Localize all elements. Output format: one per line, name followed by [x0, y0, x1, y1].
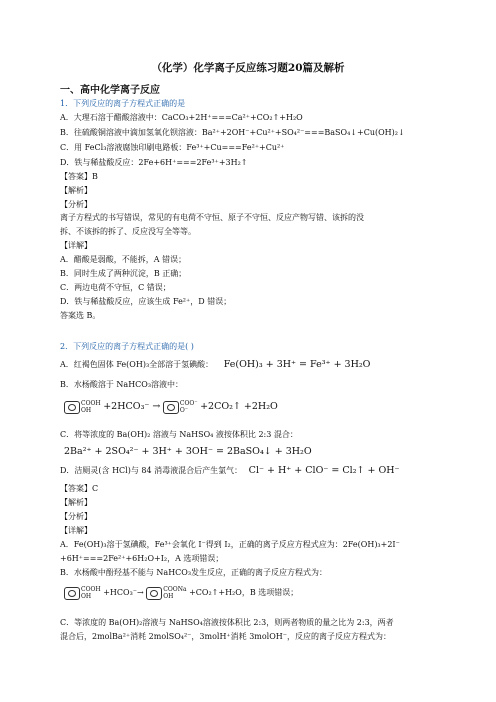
q2-detail-c-line2: 混合后，2molBa²⁺消耗 2molSO₄²⁻，3molH⁺消耗 3molOH⁻，反应的离子反应方程式为： — [60, 632, 391, 641]
q1-answer: 【答案】B — [60, 172, 98, 181]
q1-option-d: D．铁与稀盐酸反应：2Fe+6H⁺===2Fe³⁺+3H₂↑ — [60, 158, 248, 167]
q1-detail-b: B．同时生成了两种沉淀，B 正确； — [60, 269, 187, 278]
sodium-salicylate-groups: COONa OH — [163, 586, 187, 600]
benzene-ring-icon — [146, 587, 162, 600]
q2-option-a-text: A．红褐色固体 Fe(OH)₃全部溶于氢碘酸： — [60, 360, 214, 369]
q1-detail-c: C．两边电荷不守恒，C 错误； — [60, 283, 171, 292]
benzene-ring-icon — [64, 401, 80, 414]
q2-option-d: D．洁厕灵(含 HCl)与 84 消毒液混合后产生氯气： Cl⁻ + H⁺ + ClO⁻ = Cl₂↑ + OH⁻ — [60, 465, 400, 476]
salicylic-acid-groups: COOH OH — [81, 586, 101, 600]
benzene-ring-icon — [163, 401, 179, 414]
salicylate-groups: COO⁻ O⁻ — [179, 400, 198, 414]
q2-option-a — [60, 360, 370, 370]
q2-detail-a-line2: +6H⁺===2Fe²⁺+6H₂O+I₂，A 选项错误； — [60, 554, 224, 563]
q1-detail-d: D．铁与稀盐酸反应，应该生成 Fe²⁺，D 错误； — [60, 297, 232, 306]
q1-analysis-line2: 拆、不该拆的拆了、反应没写全等等。 — [60, 227, 196, 236]
section-heading: 一、高中化学离子反应 — [60, 85, 160, 96]
q2-xiangjie: 【详解】 — [60, 526, 92, 535]
q1-conclusion: 答案选 B。 — [60, 311, 101, 320]
q1-option-a: A．大理石溶于醋酸溶液中：CaCO₃+2H⁺===Ca²⁺+CO₂↑+H₂O — [60, 113, 303, 122]
q2-option-c-equation: 2Ba²⁺ + 2SO₄²⁻ + 3H⁺ + 3OH⁻ = 2BaSO₄↓ + 3H₂O — [64, 446, 312, 457]
q1-option-b: B．往硫酸铜溶液中滴加氢氧化钡溶液：Ba²⁺+2OH⁻+Cu²⁺+SO₄²⁻===BaSO₄↓+Cu(OH)₂↓ — [60, 128, 405, 137]
page-title: （化学）化学离子反应练习题20篇及解析 — [151, 62, 345, 74]
q2-option-d-equation: Cl⁻ + H⁺ + ClO⁻ = Cl₂↑ + OH⁻ — [248, 465, 400, 476]
q1-stem: 1．下列反应的离子方程式正确的是 — [60, 99, 186, 108]
q1-analysis-line1: 离子方程式的书写错误，常见的有电荷不守恒、原子不守恒、反应产物写错、该拆的没 — [60, 213, 364, 222]
q2-option-b-equation: COOH OH +2HCO₃⁻ → COO⁻ O⁻ +2CO₂↑ +2H₂O — [64, 400, 278, 414]
q2-option-c: C．将等浓度的 Ba(OH)₂ 溶液与 NaHSO₄ 液按体积比 2:3 混合： — [60, 430, 298, 439]
q2-option-b: B．水杨酸溶于 NaHCO₃溶液中： — [60, 380, 184, 389]
q2-detail-c-line1: C．等浓度的 Ba(OH)₂溶液与 NaHSO₄溶液按体积比 2:3，则两者物质的量之比为 2:3，两者 — [60, 618, 394, 627]
q2-answer: 【答案】C — [60, 484, 99, 493]
q1-detail-a: A．醋酸是弱酸，不能拆，A 错误； — [60, 255, 187, 264]
q1-option-c: C．用 FeCl₃溶液腐蚀印刷电路板：Fe³⁺+Cu===Fe²⁺+Cu²⁺ — [60, 143, 285, 152]
q2-jiexi: 【解析】 — [60, 498, 92, 507]
q2-option-a-equation: Fe(OH)₃ + 3H⁺ = Fe³⁺ + 3H₂O — [223, 359, 371, 370]
q1-xiangjie: 【详解】 — [60, 241, 92, 250]
q2-detail-b-line1: B．水杨酸中酚羟基不能与 NaHCO₃发生反应，正确的离子反应方程式为： — [60, 568, 328, 577]
benzene-ring-icon — [64, 587, 80, 600]
salicylic-acid-groups: COOH OH — [81, 400, 101, 414]
q2-fenxi: 【分析】 — [60, 512, 92, 521]
q2-detail-a-line1: A．Fe(OH)₃溶于氢碘酸，Fe³⁺会氧化 I⁻得到 I₂，正确的离子反应方程式应为：2Fe(OH)₃+2I⁻ — [60, 540, 400, 549]
q1-jiexi: 【解析】 — [60, 186, 92, 195]
q2-detail-b-equation: COOH OH +HCO₃⁻→ COONa OH +CO₂↑+H₂O，B 选项错误； — [64, 586, 298, 600]
q1-fenxi: 【分析】 — [60, 200, 92, 209]
q2-stem: 2．下列反应的离子方程式正确的是( ) — [60, 342, 194, 351]
